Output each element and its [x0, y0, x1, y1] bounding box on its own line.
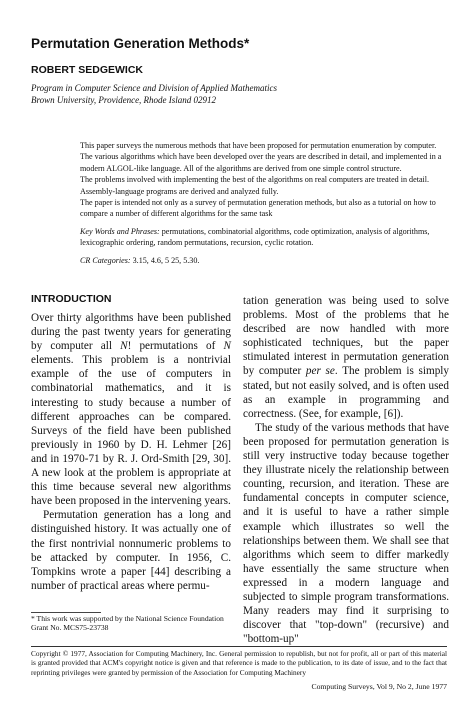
abstract-paragraph-1: This paper surveys the numerous methods that have been proposed for permutation enumeration by computer. The various algorithms which have been developed over the years are described in detail, and implemented in a modern ALGOL-like language. All of the algorithms are derived from one simple control structure. — [80, 141, 442, 173]
copyright-notice: Copyright © 1977, Association for Computing Machinery, Inc. General permission to republish, but not for profit, all or part of this material is granted provided that ACM's copyright notice is given and that reference is made to the publication, to its date of issue, and to the fact that reprinting privileges were granted by permission of the Association for Computing Machinery — [31, 649, 447, 677]
affiliation — [31, 82, 277, 106]
footnote-divider — [31, 612, 101, 613]
body-paragraph — [31, 311, 231, 508]
math-variable: N — [223, 340, 231, 353]
abstract-paragraph-2: The problems involved with implementing the best of the algorithms on real computers are treated in detail. Assembly-language programs are derived and analyzed fully. — [80, 175, 430, 196]
body-paragraph: Permutation generation has a long and distinguished history. It was actually one of the first nontrivial nonnumeric problems to be attacked by computer. In 1956, C. Tompkins wrote a paper [44] describing a number of practical areas where permu- — [31, 509, 231, 592]
affiliation-line-2: Brown University, Providence, Rhode Island 02912 — [31, 95, 217, 105]
copyright-divider — [31, 646, 447, 647]
section-heading-introduction: INTRODUCTION — [31, 293, 112, 305]
author-name: ROBERT SEDGEWICK — [31, 64, 144, 76]
footnote: * This work was supported by the National Science Foundation Grant No. MCS75-23738 — [31, 614, 224, 632]
abstract — [80, 140, 446, 266]
math-variable: N — [120, 340, 128, 353]
cr-categories — [80, 255, 446, 266]
body-text: elements. This problem is a nontrivial example of the use of computers in combinatorial mathematics, and it is interesting to study because a number of different approaches can be compared. Surveys of the field have been published previously in 1960 by D. H. Lehmer [26] and in 1970-71 by R. J. Ord-Smith [29, 30]. A new look at the problem is appropriate at this time because several new algorithms have been proposed in the intervening years. — [31, 354, 231, 508]
emphasis-text: per se — [305, 365, 335, 378]
body-text: tation generation was being used to solve problems. Most of the problems that he described are now handled with more sophisticated techniques, but the paper stimulated interest in permutation generation by computer — [243, 295, 449, 378]
abstract-paragraph-3: The paper is intended not only as a survey of permutation generation methods, but also as a tutorial on how to compare a number of different algorithms for the same task — [80, 198, 436, 219]
keywords-label: Key Words and Phrases: — [80, 226, 160, 236]
body-column-left — [31, 311, 231, 593]
body-paragraph — [243, 294, 449, 421]
body-paragraph: The study of the various methods that have been proposed for permutation generation is still very instructive today because together they illustrate nicely the relationship between counting, recursion, and iteration. These are fundamental concepts in computer science, and it is useful to have a rather simple example which illustrates so well the relationships between them. We shall see that algorithms which seem to differ markedly have essentially the same structure when expressed in a modern language and subjected to simple program transformations. Many readers may find it surprising to discover that "top-down" (recursive) and "bottom-up" — [243, 421, 449, 646]
journal-citation: Computing Surveys, Vol 9, No 2, June 1977 — [311, 682, 447, 691]
affiliation-line-1: Program in Computer Science and Division of Applied Mathematics — [31, 83, 277, 93]
keywords-text: permutations, combinatorial algorithms, code optimization, analysis of algorithms, lexicographic ordering, random permutations, recursion, cyclic rotation. — [80, 226, 430, 248]
body-column-right — [243, 294, 449, 646]
keywords — [80, 226, 446, 249]
cr-categories-label: CR Categories: — [80, 255, 131, 265]
body-text: Over thirty algorithms have been published during the past twenty years for generating by computer all — [31, 312, 231, 353]
paper-title: Permutation Generation Methods* — [31, 36, 250, 51]
cr-categories-text: 3.15, 4.6, 5 25, 5.30. — [130, 255, 200, 265]
body-text: ! permutations of — [127, 340, 224, 353]
body-text: . The problem is simply stated, but not easily solved, and is often used as an example in programming and correctness. (See, for example, [6]). — [243, 365, 449, 420]
